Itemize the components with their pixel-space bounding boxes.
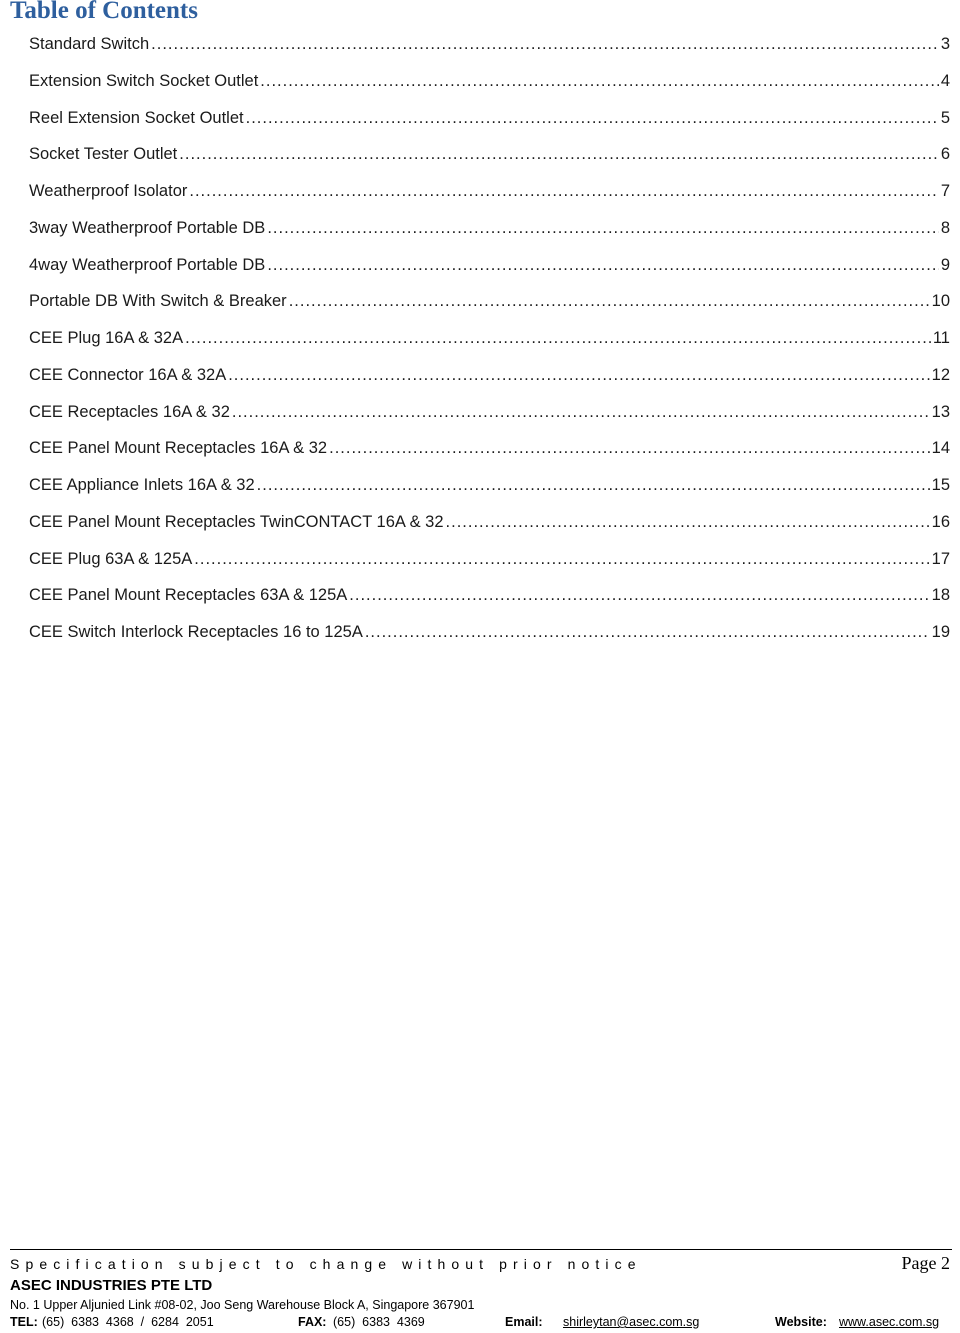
- toc-leader: [185, 320, 931, 357]
- toc-entry[interactable]: [29, 504, 950, 541]
- toc-entry-label: CEE Plug 16A & 32A: [29, 329, 184, 347]
- toc-leader: [349, 577, 929, 614]
- toc-entry-page: 5: [940, 108, 950, 127]
- company-address: No. 1 Upper Aljunied Link #08-02, Joo Seng Warehouse Block A, Singapore 367901: [10, 1298, 475, 1312]
- fax-label: FAX:: [298, 1315, 327, 1329]
- toc-entry[interactable]: [29, 173, 950, 210]
- toc-entry[interactable]: [29, 247, 950, 284]
- toc-leader: [189, 173, 938, 210]
- toc-heading: Table of Contents: [10, 0, 198, 24]
- toc-entry[interactable]: [29, 577, 950, 614]
- toc-entry-label: CEE Receptacles 16A & 32: [29, 402, 230, 421]
- toc-entry[interactable]: [29, 100, 950, 137]
- tel-label: TEL:: [10, 1315, 38, 1329]
- toc-entry[interactable]: [29, 394, 950, 431]
- toc-entry-label: 4way Weatherproof Portable DB: [29, 255, 266, 274]
- toc-leader: [194, 541, 929, 578]
- toc-entry[interactable]: [29, 541, 950, 578]
- toc-entry[interactable]: [29, 467, 950, 504]
- toc-leader: [267, 210, 938, 247]
- toc-list: [29, 26, 950, 651]
- toc-entry[interactable]: [29, 430, 950, 467]
- toc-entry-page: 4: [940, 71, 950, 90]
- toc-entry[interactable]: [29, 210, 950, 247]
- toc-leader: [257, 467, 930, 504]
- toc-entry[interactable]: [29, 357, 950, 394]
- toc-entry-page: 12: [931, 365, 950, 384]
- toc-entry-label: Reel Extension Socket Outlet: [29, 108, 244, 127]
- toc-entry-page: 19: [931, 623, 950, 641]
- toc-entry-label: CEE Appliance Inlets 16A & 32: [29, 476, 255, 494]
- toc-entry-label: Weatherproof Isolator: [29, 182, 188, 200]
- company-name: ASEC INDUSTRIES PTE LTD: [10, 1277, 213, 1294]
- toc-leader: [232, 394, 930, 431]
- toc-leader: [151, 26, 939, 63]
- toc-entry-page: 16: [931, 512, 950, 531]
- toc-leader: [289, 283, 930, 320]
- toc-leader: [246, 100, 939, 137]
- toc-entry-label: Extension Switch Socket Outlet: [29, 71, 259, 90]
- website-link[interactable]: www.asec.com.sg: [839, 1315, 940, 1329]
- contact-row: [10, 1315, 952, 1333]
- tel-value: (65) 6383 4368 / 6284 2051: [42, 1315, 214, 1329]
- toc-entry[interactable]: [29, 614, 950, 651]
- toc-entry-label: CEE Panel Mount Receptacles 16A & 32: [29, 439, 328, 458]
- page-number: Page 2: [901, 1253, 950, 1273]
- toc-entry-label: Standard Switch: [29, 35, 150, 53]
- toc-entry-page: 15: [931, 476, 950, 494]
- footer-divider: [10, 1249, 952, 1250]
- toc-entry-page: 10: [931, 292, 950, 311]
- toc-entry-label: Portable DB With Switch & Breaker: [29, 292, 287, 311]
- toc-entry-label: CEE Connector 16A & 32A: [29, 365, 227, 384]
- fax-value: (65) 6383 4369: [333, 1315, 425, 1329]
- toc-leader: [179, 136, 939, 173]
- toc-entry-page: 18: [931, 586, 950, 605]
- toc-leader: [329, 430, 930, 467]
- toc-entry[interactable]: [29, 63, 950, 100]
- toc-entry-label: CEE Panel Mount Receptacles TwinCONTACT 16A & 32: [29, 512, 444, 531]
- toc-entry[interactable]: [29, 320, 950, 357]
- toc-leader: [365, 614, 930, 651]
- toc-entry-page: 6: [940, 145, 950, 164]
- toc-entry[interactable]: [29, 26, 950, 63]
- email-link[interactable]: shirleytan@asec.com.sg: [563, 1315, 700, 1329]
- toc-leader: [228, 357, 929, 394]
- toc-entry-label: CEE Switch Interlock Receptacles 16 to 125A: [29, 623, 363, 641]
- toc-entry-page: 14: [931, 439, 950, 458]
- toc-entry-label: Socket Tester Outlet: [29, 145, 178, 164]
- toc-entry[interactable]: [29, 283, 950, 320]
- toc-entry-label: 3way Weatherproof Portable DB: [29, 218, 266, 237]
- toc-entry-page: 17: [931, 549, 950, 568]
- website-label: Website:: [775, 1315, 827, 1329]
- toc-entry[interactable]: [29, 136, 950, 173]
- toc-leader: [446, 504, 930, 541]
- toc-entry-label: CEE Plug 63A & 125A: [29, 549, 193, 568]
- toc-entry-page: 8: [940, 218, 950, 237]
- toc-entry-page: 9: [940, 255, 950, 274]
- toc-leader: [260, 63, 939, 100]
- toc-entry-page: 11: [932, 329, 950, 347]
- toc-leader: [267, 247, 938, 284]
- email-label: Email:: [505, 1315, 543, 1329]
- toc-entry-page: 13: [931, 402, 950, 421]
- footer-notice: Specification subject to change without prior notice: [10, 1256, 642, 1272]
- toc-entry-page: 7: [940, 182, 950, 200]
- toc-entry-page: 3: [940, 35, 950, 53]
- toc-entry-label: CEE Panel Mount Receptacles 63A & 125A: [29, 586, 348, 605]
